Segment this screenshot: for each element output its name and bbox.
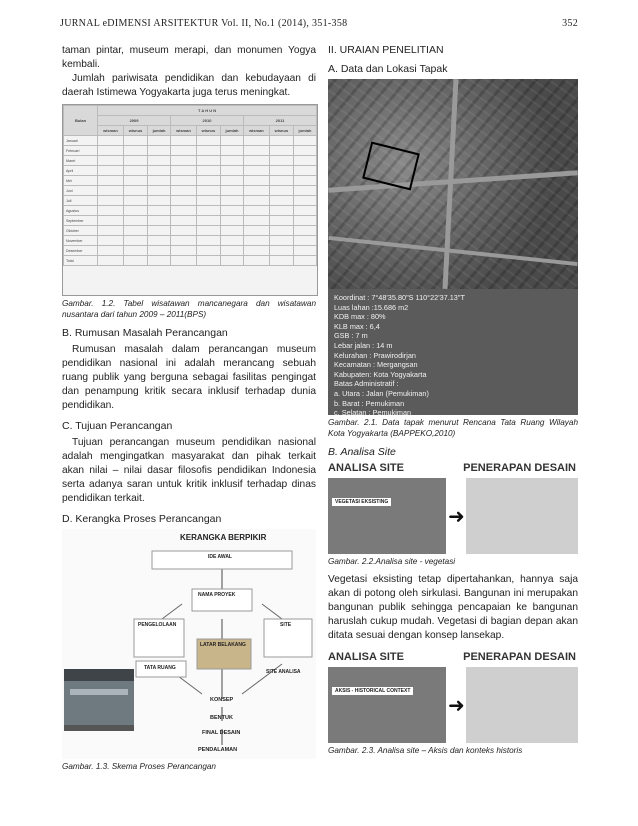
- table-subheader-row: [64, 126, 317, 136]
- table-cell: [123, 196, 147, 206]
- table-cell: [98, 236, 124, 246]
- site-info-line: Lebar jalan : 14 m: [334, 340, 393, 350]
- diagram-konsep: KONSEP: [210, 697, 234, 703]
- diagram-final-desain: FINAL DESAIN: [202, 730, 241, 736]
- diagram-pengelolaan: PENGELOLAAN: [138, 622, 177, 628]
- fig23-left-title: ANALISA SITE: [328, 651, 404, 663]
- table-cell: [123, 146, 147, 156]
- table-month-cell: Agustus: [64, 206, 98, 216]
- table-cell: [293, 166, 316, 176]
- site-info-line: KDB max : 80%: [334, 312, 386, 322]
- table-row: [64, 256, 317, 266]
- design-process-diagram: [62, 529, 316, 759]
- diagram-title: KERANGKA BERPIKIR: [180, 533, 267, 542]
- site-info-line: Luas lahan :15.686 m2: [334, 302, 409, 312]
- fig23-arrow-icon: ➜: [448, 695, 465, 717]
- table-cell: [196, 256, 220, 266]
- table-month-cell: Mei: [64, 176, 98, 186]
- table-subheader: wisman: [171, 126, 197, 136]
- table-cell: [220, 146, 243, 156]
- table-cell: [243, 206, 269, 216]
- table-body: [64, 136, 317, 266]
- table-cell: [123, 256, 147, 266]
- table-cell: [293, 216, 316, 226]
- site-info-line: Kecamatan : Mergangsan: [334, 360, 418, 370]
- table-cell: [269, 186, 293, 196]
- table-cell: [123, 236, 147, 246]
- table-cell: [269, 226, 293, 236]
- table-cell: [293, 156, 316, 166]
- table-cell: [98, 156, 124, 166]
- diagram-pendalaman: PENDALAMAN: [198, 747, 238, 753]
- table-cell: [293, 146, 316, 156]
- table-cell: [98, 146, 124, 156]
- table-month-cell: April: [64, 166, 98, 176]
- table-cell: [171, 226, 197, 236]
- table-cell: [123, 136, 147, 146]
- table-cell: [196, 186, 220, 196]
- table-cell: [148, 206, 171, 216]
- table-cell: [269, 156, 293, 166]
- table-cell: [123, 216, 147, 226]
- table-cell: [98, 196, 124, 206]
- table-cell: [171, 236, 197, 246]
- table-cell: [171, 256, 197, 266]
- table-cell: [98, 176, 124, 186]
- table-cell: [243, 166, 269, 176]
- fig23-tag: AKSIS - HISTORICAL CONTEXT: [332, 687, 413, 695]
- table-cell: [123, 176, 147, 186]
- table-cell: [98, 136, 124, 146]
- table-cell: [293, 136, 316, 146]
- diagram-latar-belakang: LATAR BELAKANG: [200, 642, 246, 648]
- table-cell: [148, 236, 171, 246]
- table-cell: [148, 196, 171, 206]
- table-cell: [196, 156, 220, 166]
- table-month-cell: September: [64, 216, 98, 226]
- table-cell: [196, 166, 220, 176]
- table-cell: [220, 216, 243, 226]
- table-cell: [98, 186, 124, 196]
- site-info-line: GSB : 7 m: [334, 331, 368, 341]
- table-cell: [269, 236, 293, 246]
- table-cell: [171, 176, 197, 186]
- diagram-tata-ruang: TATA RUANG: [144, 665, 176, 671]
- table-cell: [123, 156, 147, 166]
- table-subheader: wisman: [243, 126, 269, 136]
- table-cell: [220, 236, 243, 246]
- table-cell: [269, 146, 293, 156]
- table-subheader: wisman: [98, 126, 124, 136]
- table-cell: [171, 146, 197, 156]
- table-cell: [243, 196, 269, 206]
- site-aerial-figure: [328, 79, 578, 415]
- table-row: [64, 146, 317, 156]
- table-cell: [293, 226, 316, 236]
- table-cell: [171, 246, 197, 256]
- site-boundary-marker: [362, 142, 420, 191]
- table-cell: [171, 196, 197, 206]
- site-info-line: KLB max : 6,4: [334, 321, 380, 331]
- figure-2-1-caption: Gambar. 2.1. Data tapak menurut Rencana Tata Ruang Wilayah Kota Yogyakarta (BAPPEKO,2010): [328, 418, 578, 438]
- table-year-2010: 2010: [171, 116, 244, 126]
- table-cell: [269, 216, 293, 226]
- table-cell: [220, 226, 243, 236]
- table-cell: [196, 146, 220, 156]
- table-subheader: wisnus: [196, 126, 220, 136]
- site-info-line: c. Selatan : Pemukiman: [334, 408, 412, 415]
- site-info-line: b. Barat : Pemukiman: [334, 398, 405, 408]
- fig23-right-title: PENERAPAN DESAIN: [463, 651, 576, 663]
- right-column: [328, 44, 578, 762]
- diagram-site: SITE: [280, 622, 292, 628]
- aerial-photo: [328, 79, 578, 289]
- table-row: [64, 136, 317, 146]
- diagram-ide-awal: IDE AWAL: [208, 554, 232, 560]
- table-cell: [220, 206, 243, 216]
- tourism-table-figure: [62, 104, 318, 296]
- fig22-left-title: ANALISA SITE: [328, 462, 404, 474]
- table-cell: [243, 236, 269, 246]
- table-cell: [269, 166, 293, 176]
- table-cell: [220, 166, 243, 176]
- figure-1-2-caption: Gambar. 1.2. Tabel wisatawan mancanegara dan wisatawan nusantara dari tahun 2009 – 2011(BPS): [62, 299, 316, 319]
- table-cell: [243, 136, 269, 146]
- table-year-2011: 2011: [243, 116, 316, 126]
- table-cell: [171, 186, 197, 196]
- table-year-2009: 2009: [98, 116, 171, 126]
- table-row: [64, 226, 317, 236]
- table-cell: [123, 246, 147, 256]
- site-info-list: [334, 293, 510, 415]
- table-cell: [98, 246, 124, 256]
- table-cell: [123, 206, 147, 216]
- tourism-table: [63, 105, 317, 266]
- vegetation-text: Vegetasi eksisting tetap dipertahankan, hannya saja akan di potong oleh sirkulasi. Bangunan ini merupakan bangunan publik sehingga pencapaian ke bangunan haruslah cukup mudah. Vegetasi di bagian depan akan ditata sesuai dengan konsep lansekap.: [328, 574, 578, 641]
- section-c-heading: C. Tujuan Perancangan: [62, 420, 173, 432]
- table-cell: [196, 216, 220, 226]
- table-row: [64, 246, 317, 256]
- diagram-bentuk: BENTUK: [210, 715, 233, 721]
- table-cell: [269, 256, 293, 266]
- table-month-cell: Total: [64, 256, 98, 266]
- table-cell: [243, 186, 269, 196]
- table-subheader: jumlah: [220, 126, 243, 136]
- fig23-design-map: [466, 667, 578, 743]
- table-cell: [196, 226, 220, 236]
- intro-paragraph-2: Jumlah pariwisata pendidikan dan kebudayaan di daerah Istimewa Yogyakarta juga terus meningkat.: [62, 73, 316, 98]
- table-month-cell: Oktober: [64, 226, 98, 236]
- table-cell: [269, 246, 293, 256]
- figure-1-3-caption: Gambar. 1.3. Skema Proses Perancangan: [62, 762, 216, 771]
- table-cell: [123, 166, 147, 176]
- table-month-cell: November: [64, 236, 98, 246]
- table-cell: [243, 256, 269, 266]
- table-cell: [243, 146, 269, 156]
- table-cell: [171, 206, 197, 216]
- table-cell: [148, 186, 171, 196]
- table-cell: [243, 216, 269, 226]
- table-cell: [148, 136, 171, 146]
- section-b-heading: B. Rumusan Masalah Perancangan: [62, 327, 228, 339]
- table-month-cell: Desember: [64, 246, 98, 256]
- fig22-design-map: [466, 478, 578, 554]
- table-row: [64, 166, 317, 176]
- table-cell: [243, 226, 269, 236]
- fig22-tag: VEGETASI EKSISTING: [332, 498, 391, 506]
- running-header: [60, 18, 578, 32]
- vegetation-analysis-figure: [328, 462, 578, 554]
- section-b-analisa-heading: B. Analisa Site: [328, 446, 396, 458]
- table-cell: [293, 256, 316, 266]
- table-cell: [220, 136, 243, 146]
- figure-2-2-caption: Gambar. 2.2.Analisa site - vegetasi: [328, 557, 456, 566]
- table-subheader: jumlah: [293, 126, 316, 136]
- table-cell: [171, 166, 197, 176]
- table-row: [64, 196, 317, 206]
- table-cell: [123, 186, 147, 196]
- table-cell: [269, 176, 293, 186]
- diagram-nama-proyek: NAMA PROYEK: [198, 592, 236, 598]
- table-row: [64, 216, 317, 226]
- table-cell: [220, 186, 243, 196]
- table-cell: [220, 196, 243, 206]
- table-row: [64, 176, 317, 186]
- table-cell: [171, 136, 197, 146]
- table-cell: [196, 196, 220, 206]
- table-cell: [269, 196, 293, 206]
- table-month-cell: Maret: [64, 156, 98, 166]
- table-cell: [293, 206, 316, 216]
- table-cell: [196, 246, 220, 256]
- site-info-line: Kabupaten: Kota Yogyakarta: [334, 369, 427, 379]
- axis-analysis-figure: [328, 651, 578, 743]
- table-cell: [98, 166, 124, 176]
- table-cell: [171, 156, 197, 166]
- page-number: 352: [562, 18, 578, 29]
- left-column: [62, 44, 316, 778]
- table-header-bulan: Bulan: [64, 106, 98, 136]
- table-month-cell: Januari: [64, 136, 98, 146]
- section-b-text: Rumusan masalah dalam perancangan museum pendidikan nasional ini adalah merancang sebuah ruang publik yang berguna sebagai fasilitas pengingat dan penampung kritik secara inklusif terhadap dunia pendidikan.: [62, 344, 316, 411]
- table-cell: [148, 156, 171, 166]
- fig22-right-title: PENERAPAN DESAIN: [463, 462, 576, 474]
- table-subheader: jumlah: [148, 126, 171, 136]
- table-month-cell: Februari: [64, 146, 98, 156]
- table-subheader: wisnus: [123, 126, 147, 136]
- table-cell: [293, 186, 316, 196]
- table-cell: [148, 226, 171, 236]
- section-ii-heading: II. URAIAN PENELITIAN: [328, 44, 444, 56]
- section-d-heading: D. Kerangka Proses Perancangan: [62, 513, 222, 525]
- diagram-svg: [62, 529, 316, 759]
- table-cell: [148, 166, 171, 176]
- fig22-site-map: [328, 478, 446, 554]
- table-cell: [148, 216, 171, 226]
- fig23-site-map: [328, 667, 446, 743]
- table-subheader: wisnus: [269, 126, 293, 136]
- table-cell: [123, 226, 147, 236]
- table-cell: [220, 246, 243, 256]
- table-cell: [148, 256, 171, 266]
- table-cell: [148, 246, 171, 256]
- intro-paragraph-1: taman pintar, museum merapi, dan monumen Yogya kembali.: [62, 45, 316, 70]
- table-cell: [98, 206, 124, 216]
- table-cell: [98, 256, 124, 266]
- table-cell: [171, 216, 197, 226]
- table-cell: [243, 176, 269, 186]
- table-cell: [269, 136, 293, 146]
- site-info-line: Kelurahan : Prawirodirjan: [334, 350, 416, 360]
- table-cell: [293, 236, 316, 246]
- table-row: [64, 206, 317, 216]
- journal-title: JURNAL eDIMENSI ARSITEKTUR Vol. II, No.1 (2014), 351-358: [60, 18, 348, 29]
- table-cell: [293, 176, 316, 186]
- table-cell: [293, 196, 316, 206]
- table-cell: [220, 156, 243, 166]
- table-cell: [98, 216, 124, 226]
- table-cell: [220, 256, 243, 266]
- table-cell: [220, 176, 243, 186]
- table-cell: [293, 246, 316, 256]
- table-cell: [148, 176, 171, 186]
- fig22-arrow-icon: ➜: [448, 506, 465, 528]
- section-c-text: Tujuan perancangan museum pendidikan nasional adalah mengingatkan masyarakat dan pihak terkait akan nilai – nilai dasar filosofis pendidikan Indonesia serta adanya saran untuk kritik inklusif terhadap dinas pendidikan terkait.: [62, 437, 316, 504]
- table-row: [64, 236, 317, 246]
- table-cell: [269, 206, 293, 216]
- site-info-line: Batas Administratif :: [334, 379, 399, 389]
- table-cell: [196, 206, 220, 216]
- table-cell: [148, 146, 171, 156]
- table-cell: [196, 236, 220, 246]
- table-row: [64, 186, 317, 196]
- figure-2-3-caption: Gambar. 2.3. Analisa site – Aksis dan konteks historis: [328, 746, 523, 755]
- section-a-heading: A. Data dan Lokasi Tapak: [328, 63, 448, 75]
- diagram-site-analisa: SITE ANALISA: [266, 669, 301, 675]
- table-cell: [196, 176, 220, 186]
- table-row: [64, 156, 317, 166]
- table-cell: [196, 136, 220, 146]
- table-header-tahun: T A H U N: [98, 106, 317, 116]
- table-cell: [243, 156, 269, 166]
- site-info-line: Koordinat : 7°48'35.80"S 110°22'37.13"T: [334, 293, 465, 302]
- site-info-line: a. Utara : Jalan (Pemukiman): [334, 388, 429, 398]
- table-cell: [243, 246, 269, 256]
- table-month-cell: Juli: [64, 196, 98, 206]
- table-cell: [98, 226, 124, 236]
- table-month-cell: Juni: [64, 186, 98, 196]
